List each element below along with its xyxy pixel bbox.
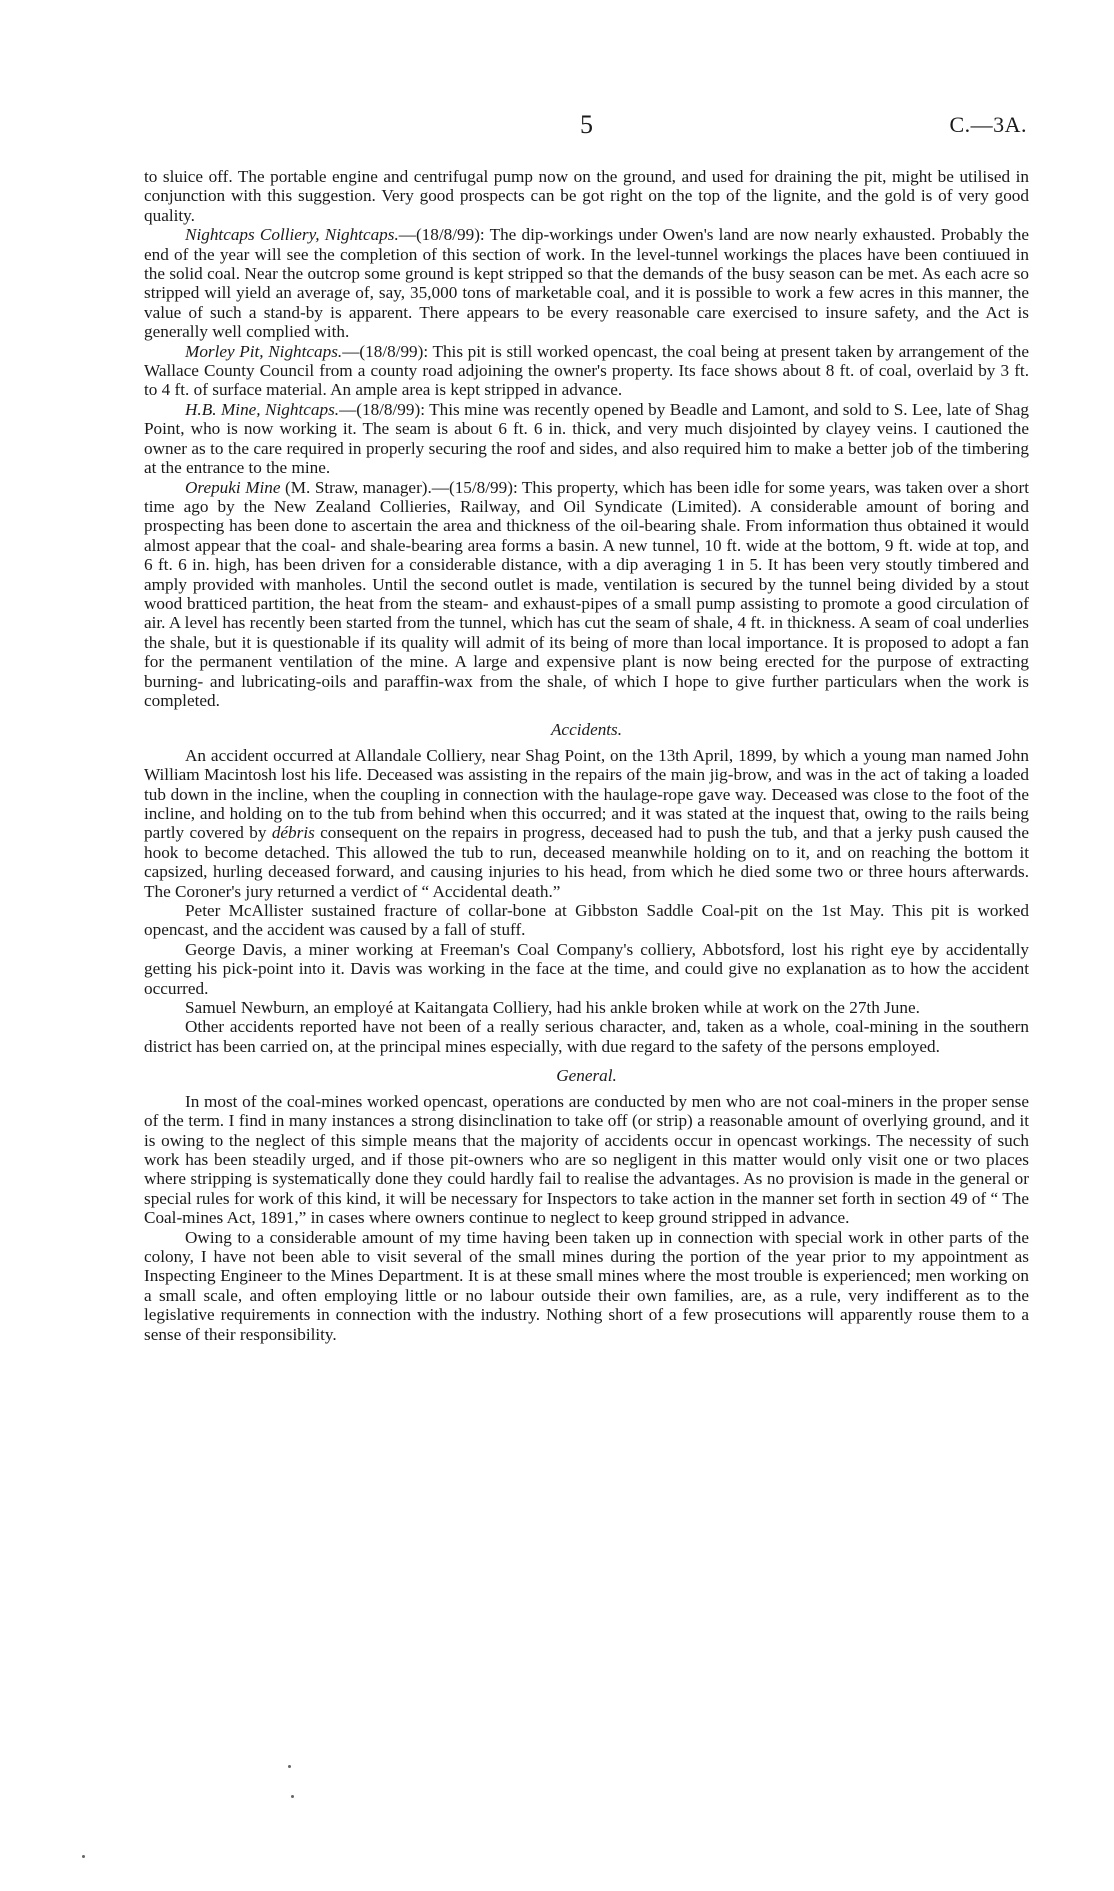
scan-speck [291,1795,294,1798]
paragraph-text: —(18/8/99): This mine was recently opened by Beadle and Lamont, and sold to S. Lee, late of Shag Point, who is now working it. The seam is about 6 ft. 6 in. thick, and very much disjointed by clayey veins. I cautioned the owner as to the care required in properly securing the roof and sides, and also required him to make a better job of the timbering at the entrance to the mine. [144,399,1029,478]
paragraph-text: In most of the coal-mines worked opencast, operations are conducted by men who are not coal-miners in the proper sense of the term. I find in many instances a strong disinclination to take off (or strip) a reasonable amount of overlying ground, and it is owing to the neglect of this simple means that the majority of accidents occur in opencast workings. The necessity of such work has been steadily urged, and if those pit-owners who are so negligent in this matter would only visit one or two places where stripping is systematically done they could hardly fail to realise the advantages. As no provision is made in the general or special rules for work of this kind, it will be necessary for Inspectors to take action in the manner set forth in section 49 of “ The Coal-mines Act, 1891,” in cases where owners continue to neglect to keep ground stripped in advance. [144,1091,1029,1228]
page-number: 5 [580,110,593,139]
page-header [0,110,1114,140]
paragraph-other-accidents [144,1017,1029,1056]
paragraph-continuation [144,167,1029,225]
paragraph-text: An accident occurred at Allandale Colliery, near Shag Point, on the 13th April, 1899, by which a young man named John William Macintosh lost his life. Deceased was assisting in the repairs of the main jig-brow, and was in the act of taking a loaded tub down in the incline, when the coupling in connection with the haulage-rope gave way. Deceased was close to the foot of the incline, and holding on to the tub from behind when this occurred; and it was stated at the inquest that, owing to the rails being partly covered by [144,745,1029,843]
paragraph-nightcaps-colliery [144,225,1029,341]
paragraph-text: —(18/8/99): This pit is still worked opencast, the coal being at present taken by arrangement of the Wallace County Council from a county road adjoining the owner's property. Its face shows about 8 ft. of coal, overlaid by 3 ft. to 4 ft. of surface material. An ample area is kept stripped in advance. [144,341,1029,400]
paragraph-text: to sluice off. The portable engine and centrifugal pump now on the ground, and used for draining the pit, might be utilised in conjunction with this suggestion. Very good prospects can be got right on the top of the lignite, and the gold is of very good quality. [144,167,1029,225]
paragraph-text: George Davis, a miner working at Freeman's Coal Company's colliery, Abbotsford, lost his right eye by accidentally getting his pick-point into it. Davis was working in the face at the time, and could give no explanation as to how the accident occurred. [144,939,1029,998]
paragraph-orepuki-mine [144,478,1029,711]
paragraph-morley-pit [144,342,1029,400]
paragraph-text: —(18/8/99): The dip-workings under Owen's land are now nearly exhausted. Probably the end of the year will see the completion of this section of work. In the level-tunnel workings the places have been contiuued in the solid coal. Near the outcrop some ground is kept stripped so that the demands of the busy season can be met. As each acre so stripped will yield an average of, say, 35,000 tons of marketable coal, and it is possible to work a few acres in this manner, the value of such a stand-by is apparent. There appears to be every reasonable care exercised to insure safety, and the Act is generally well complied with. [144,225,1029,342]
paragraph-allandale-accident [144,746,1029,901]
paragraph-text: Samuel Newburn, an employé at Kaitangata Colliery, had his ankle broken while at work on the 27th June. [185,998,920,1018]
paragraph-text: Owing to a considerable amount of my time having been taken up in connection with special work in other parts of the colony, I have not been able to visit several of the small mines during the portion of the year prior to my appointment as Inspecting Engineer to the Mines Department. It is at these small mines where the most trouble is experienced; men working on a small scale, and often employing little or no labour outside their own families, are, as a rule, very indifferent as to the legislative requirements in connection with the industry. Nothing short of a few prosecutions will apparently rouse them to a sense of their responsibility. [144,1227,1029,1344]
paragraph-newburn-accident [144,998,1029,1017]
mine-title: H.B. Mine, Nightcaps. [185,399,340,419]
paragraph-text: (M. Straw, manager).—(15/8/99): This property, which has been idle for some years, was taken over a short time ago by the New Zealand Collieries, Railway, and Oil Syndicate (Limited). A considerable amount of boring and prospecting has been done to ascertain the area and thickness of the oil-bearing shale. From information thus obtained it would almost appear that the coal- and shale-bearing area forms a basin. A new tunnel, 10 ft. wide at the bottom, 9 ft. wide at top, and 6 ft. 6 in. high, has been driven for a considerable distance, with a dip averaging 1 in 5. It has been very stoutly timbered and amply provided with manholes. Until the second outlet is made, ventilation is secured by the tunnel being divided by a stout wood bratticed partition, the heat from the steam- and exhaust-pipes of a small pump assisting to promote a good circulation of air. A level has recently been started from the tunnel, which has cut the seam of shale, 4 ft. in thickness. A seam of coal underlies the shale, but it is questionable if its quality will admit of its being of more than local importance. It is proposed to adopt a fan for the permanent ventilation of the mine. A large and expensive plant is now being erected for the purpose of extracting burning- and lubricating-oils and paraffin-wax from the shale, of which I hope to give further particulars when the work is completed. [144,477,1030,710]
paragraph-mcallister-accident [144,901,1029,940]
mine-title: Morley Pit, Nightcaps. [185,341,343,361]
paragraph-hb-mine [144,400,1029,478]
mine-title: Orepuki Mine [185,477,281,497]
section-heading-general: General. [556,1066,617,1086]
paragraph-general-opencast [144,1092,1029,1228]
scan-speck [288,1765,291,1768]
document-reference: C.—3A. [949,112,1027,137]
paragraph-text: Peter McAllister sustained fracture of collar-bone at Gibbston Saddle Coal-pit on the 1st May. This pit is worked opencast, and the accident was caused by a fall of stuff. [144,901,1029,940]
scan-speck [82,1855,85,1858]
italic-term: débris [271,823,315,843]
paragraph-davis-accident [144,940,1029,998]
paragraph-text: consequent on the repairs in progress, deceased had to push the tub, and that a jerky push caused the hook to become detached. This allowed the tub to run, deceased meanwhile holding on to it, and on reaching the bottom it capsized, hurling deceased forward, and causing injuries to his head, from which he died some two or three hours afterwards. The Coroner's jury returned a verdict of “ Accidental death.” [144,823,1029,901]
paragraph-text: Other accidents reported have not been of a really serious character, and, taken as a whole, coal-mining in the southern district has been carried on, at the principal mines especially, with due regard to the safety of the persons employed. [144,1017,1029,1056]
section-heading-accidents: Accidents. [550,720,623,740]
paragraph-general-small-mines [144,1228,1029,1344]
body-text [144,167,1029,1344]
mine-title: Nightcaps Colliery, Nightcaps. [185,225,399,245]
